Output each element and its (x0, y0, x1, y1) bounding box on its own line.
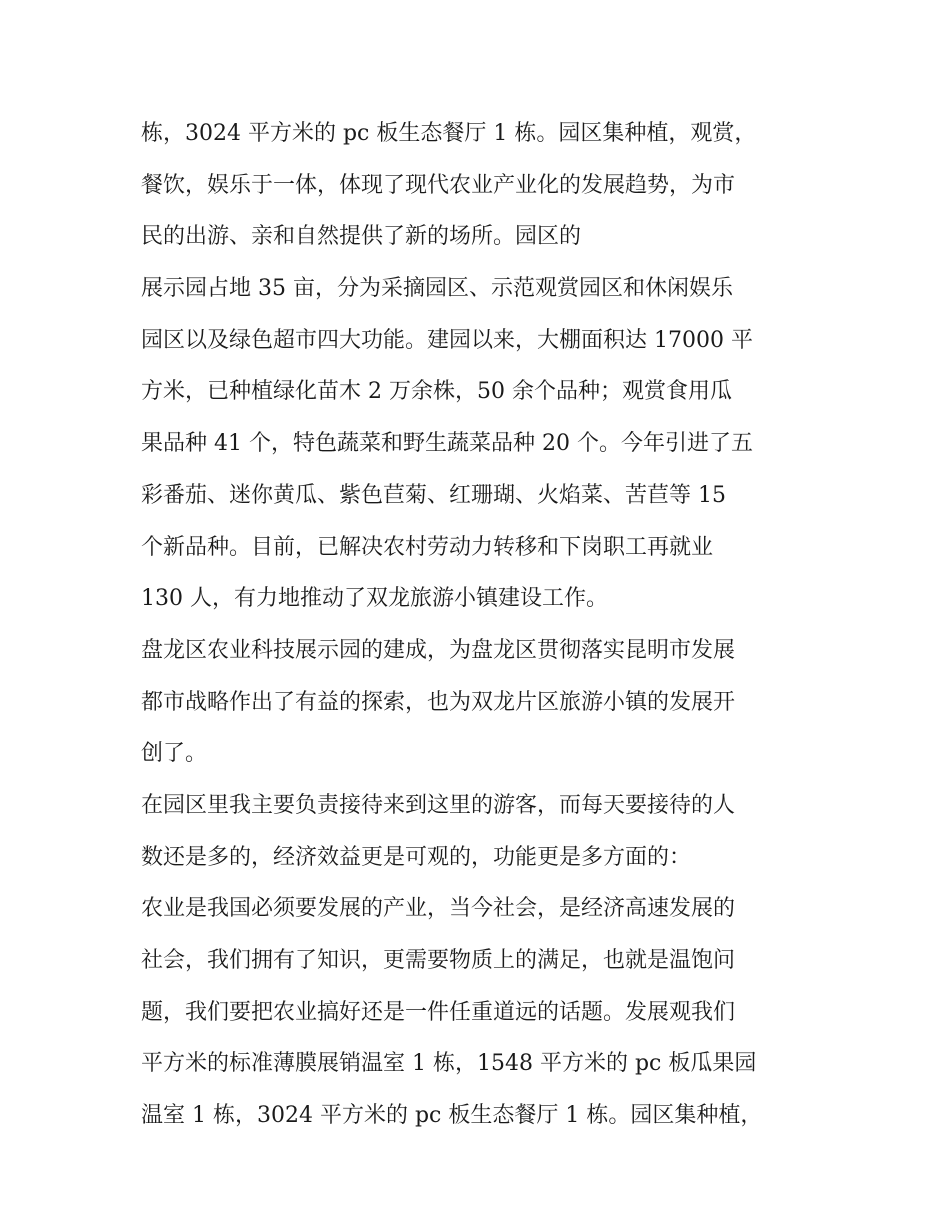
text-line: 温室 1 栋，3024 平方米的 pc 板生态餐厅 1 栋。园区集种植， (141, 1103, 763, 1129)
text-line: 创了。 (141, 741, 208, 767)
text-line: 农业是我国必须要发展的产业，当今社会，是经济高速发展的 (141, 896, 736, 922)
text-line: 彩番茄、迷你黄瓜、紫色苣菊、红珊瑚、火焰菜、苦苣等 15 (141, 482, 726, 508)
text-line: 盘龙区农业科技展示园的建成，为盘龙区贯彻落实昆明市发展 (141, 637, 736, 663)
text-line: 130 人，有力地推动了双龙旅游小镇建设工作。 (141, 586, 608, 612)
text-line: 社会，我们拥有了知识，更需要物质上的满足，也就是温饱问 (141, 948, 736, 973)
text-line: 栋，3024 平方米的 pc 板生态餐厅 1 栋。园区集种植，观赏， (141, 121, 757, 146)
text-line: 民的出游、亲和自然提供了新的场所。园区的 (141, 224, 582, 250)
text-line: 都市战略作出了有益的探索，也为双龙片区旅游小镇的发展开 (141, 689, 736, 715)
text-line: 平方米的标准薄膜展销温室 1 栋，1548 平方米的 pc 板瓜果园 (141, 1051, 757, 1077)
text-line: 在园区里我主要负责接待来到这里的游客，而每天要接待的人 (141, 792, 736, 818)
text-line: 餐饮，娱乐于一体，体现了现代农业产业化的发展趋势，为市 (141, 172, 736, 198)
text-line: 果品种 41 个，特色蔬菜和野生蔬菜品种 20 个。今年引进了五 (141, 431, 753, 457)
text-line: 题，我们要把农业搞好还是一件任重道远的话题。发展观我们 (141, 999, 736, 1025)
text-line: 展示园占地 35 亩，分为采摘园区、示范观赏园区和休闲娱乐 (141, 276, 733, 302)
text-line: 个新品种。目前，已解决农村劳动力转移和下岗职工再就业 (141, 534, 714, 560)
body-text (141, 108, 821, 1142)
text-line: 数还是多的，经济效益更是可观的，功能更是多方面的： (141, 844, 692, 870)
text-line: 方米，已种植绿化苗木 2 万余株，50 余个品种；观赏食用瓜 (141, 379, 732, 405)
text-line: 园区以及绿色超市四大功能。建园以来，大棚面积达 17000 平 (141, 327, 753, 353)
